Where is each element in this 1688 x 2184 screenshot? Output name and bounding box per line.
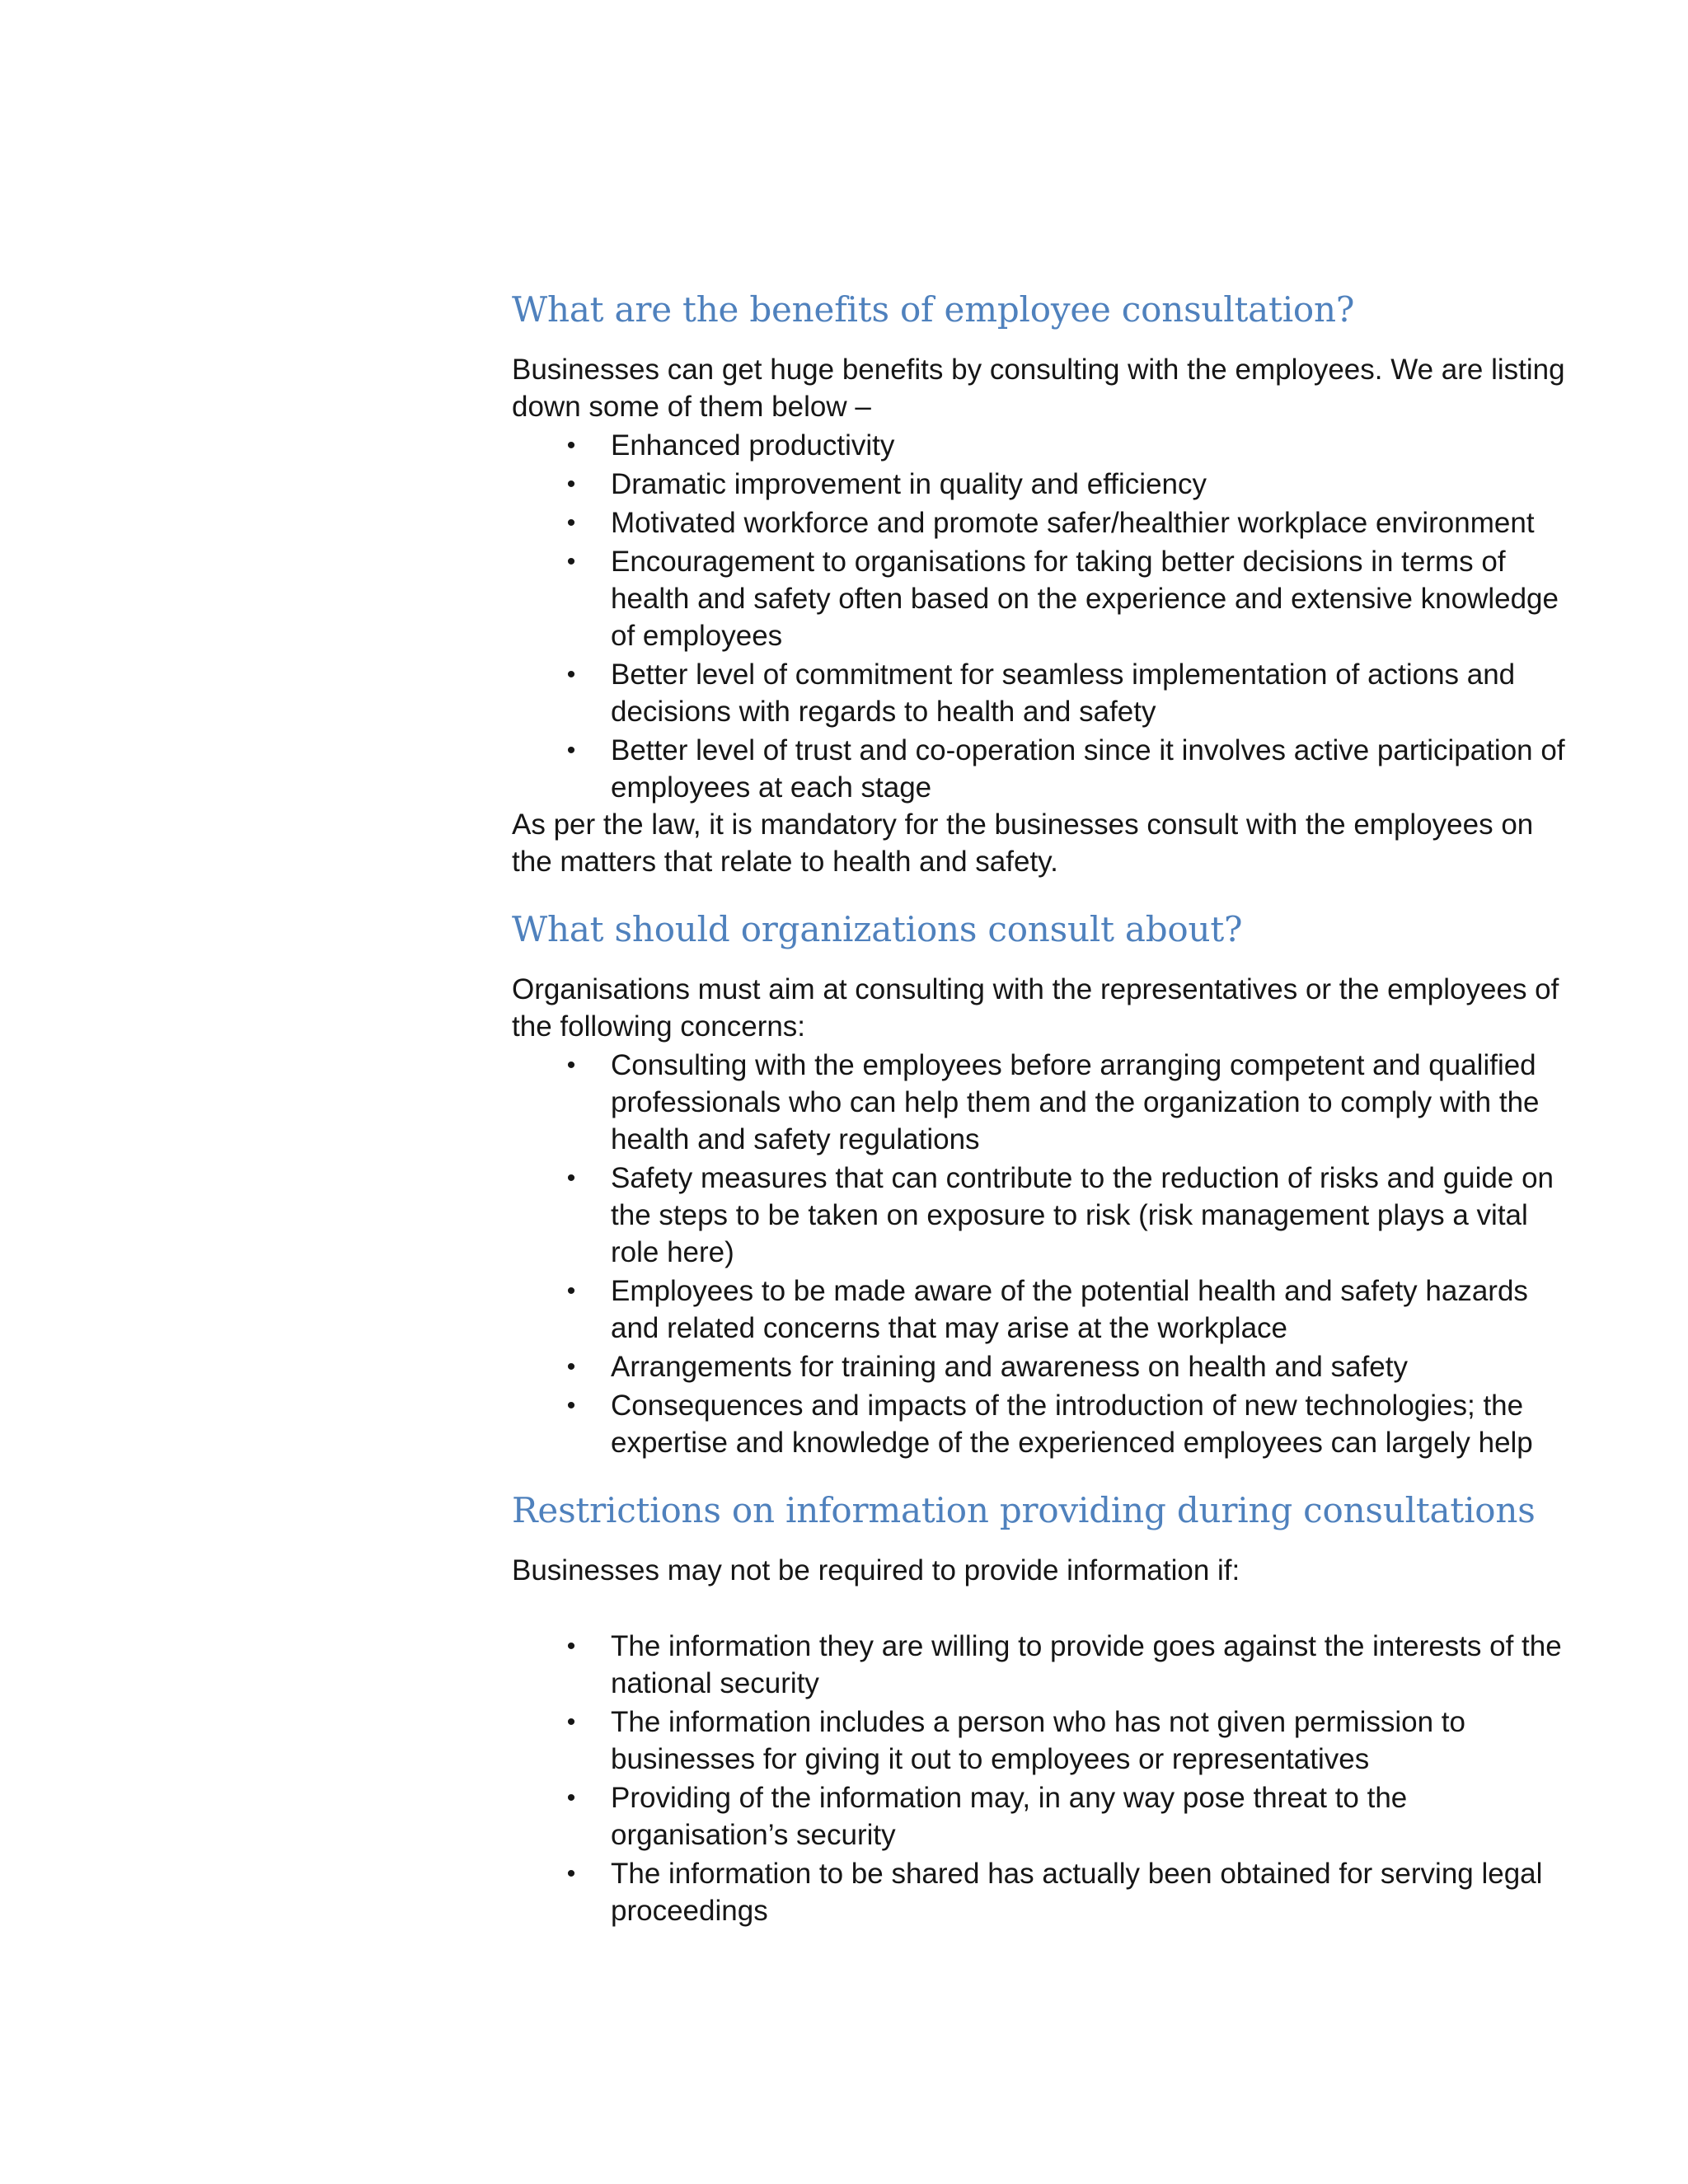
list-item-text: Arrangements for training and awareness on health and safety (611, 1351, 1408, 1383)
list-item-text: Enhanced productivity (611, 429, 895, 462)
list-item (512, 1704, 1575, 1778)
bullet-icon: • (566, 1784, 576, 1811)
list-item (512, 1348, 1575, 1385)
bullet-icon: • (566, 1708, 576, 1736)
list-item (512, 732, 1575, 806)
list-item (512, 466, 1575, 503)
section-restrictions (512, 1481, 1575, 1929)
list-item (512, 1628, 1575, 1702)
list-item (512, 543, 1575, 654)
document-content (512, 280, 1575, 1929)
bullet-icon: • (566, 471, 576, 498)
section-benefits (512, 280, 1575, 880)
list-item-text: Consequences and impacts of the introduction of new technologies; the expertise and knowledge of the experienced employees can largely help (611, 1390, 1533, 1459)
bullet-icon: • (566, 661, 576, 688)
bullet-icon: • (566, 737, 576, 764)
bullet-list (512, 427, 1575, 806)
list-item (512, 1855, 1575, 1929)
section-heading: Restrictions on information providing during consultations (512, 1490, 1536, 1530)
list-item-text: Encouragement to organisations for taking better decisions in terms of health and safety often based on the experience and extensive knowledge of employees (611, 546, 1559, 652)
list-item (512, 427, 1575, 464)
section-consult-topics (512, 900, 1575, 1461)
list-item-text: Better level of commitment for seamless implementation of actions and decisions with regards to health and safety (611, 658, 1516, 728)
list-item-text: The information includes a person who has not given permission to businesses for giving it out to employees or representatives (611, 1706, 1465, 1775)
list-item-text: Better level of trust and co-operation since it involves active participation of employees at each stage (611, 734, 1565, 804)
list-item (512, 1272, 1575, 1347)
list-item (512, 1047, 1575, 1158)
section-closing: As per the law, it is mandatory for the businesses consult with the employees on the matters that relate to health and safety. (512, 808, 1534, 878)
list-item-text: Motivated workforce and promote safer/healthier workplace environment (611, 507, 1535, 539)
list-item-text: Providing of the information may, in any way pose threat to the organisation’s security (611, 1782, 1408, 1851)
section-heading: What are the benefits of employee consultation? (512, 289, 1355, 330)
bullet-list (512, 1047, 1575, 1461)
bullet-icon: • (566, 1392, 576, 1419)
list-item-text: The information they are willing to provide goes against the interests of the national security (611, 1630, 1562, 1699)
bullet-icon: • (566, 1165, 576, 1192)
bullet-icon: • (566, 548, 576, 575)
bullet-icon: • (566, 1353, 576, 1380)
list-item-text: Dramatic improvement in quality and efficiency (611, 468, 1207, 500)
bullet-icon: • (566, 509, 576, 537)
bullet-icon: • (566, 1860, 576, 1887)
bullet-icon: • (566, 1633, 576, 1660)
list-item (512, 1779, 1575, 1854)
section-intro: Businesses can get huge benefits by consulting with the employees. We are listing down some of them below – (512, 354, 1565, 423)
bullet-icon: • (566, 432, 576, 459)
list-item-text: Consulting with the employees before arranging competent and qualified professionals who can help them and the organization to comply with the health and safety regulations (611, 1049, 1540, 1155)
bullet-icon: • (566, 1052, 576, 1079)
section-heading: What should organizations consult about? (512, 909, 1243, 949)
bullet-icon: • (566, 1277, 576, 1305)
section-intro: Organisations must aim at consulting with the representatives or the employees of the following concerns: (512, 973, 1559, 1043)
blank-line (512, 1589, 1575, 1626)
list-item-text: Employees to be made aware of the potential health and safety hazards and related concerns that may arise at the workplace (611, 1275, 1528, 1344)
section-intro: Businesses may not be required to provide information if: (512, 1554, 1240, 1586)
list-item (512, 656, 1575, 730)
list-item-text: Safety measures that can contribute to the reduction of risks and guide on the steps to be taken on exposure to risk (risk management plays a vital role here) (611, 1162, 1554, 1268)
list-item (512, 1387, 1575, 1461)
list-item-text: The information to be shared has actually been obtained for serving legal proceedings (611, 1858, 1543, 1927)
list-item (512, 504, 1575, 541)
list-item (512, 1160, 1575, 1271)
bullet-list (512, 1628, 1575, 1929)
